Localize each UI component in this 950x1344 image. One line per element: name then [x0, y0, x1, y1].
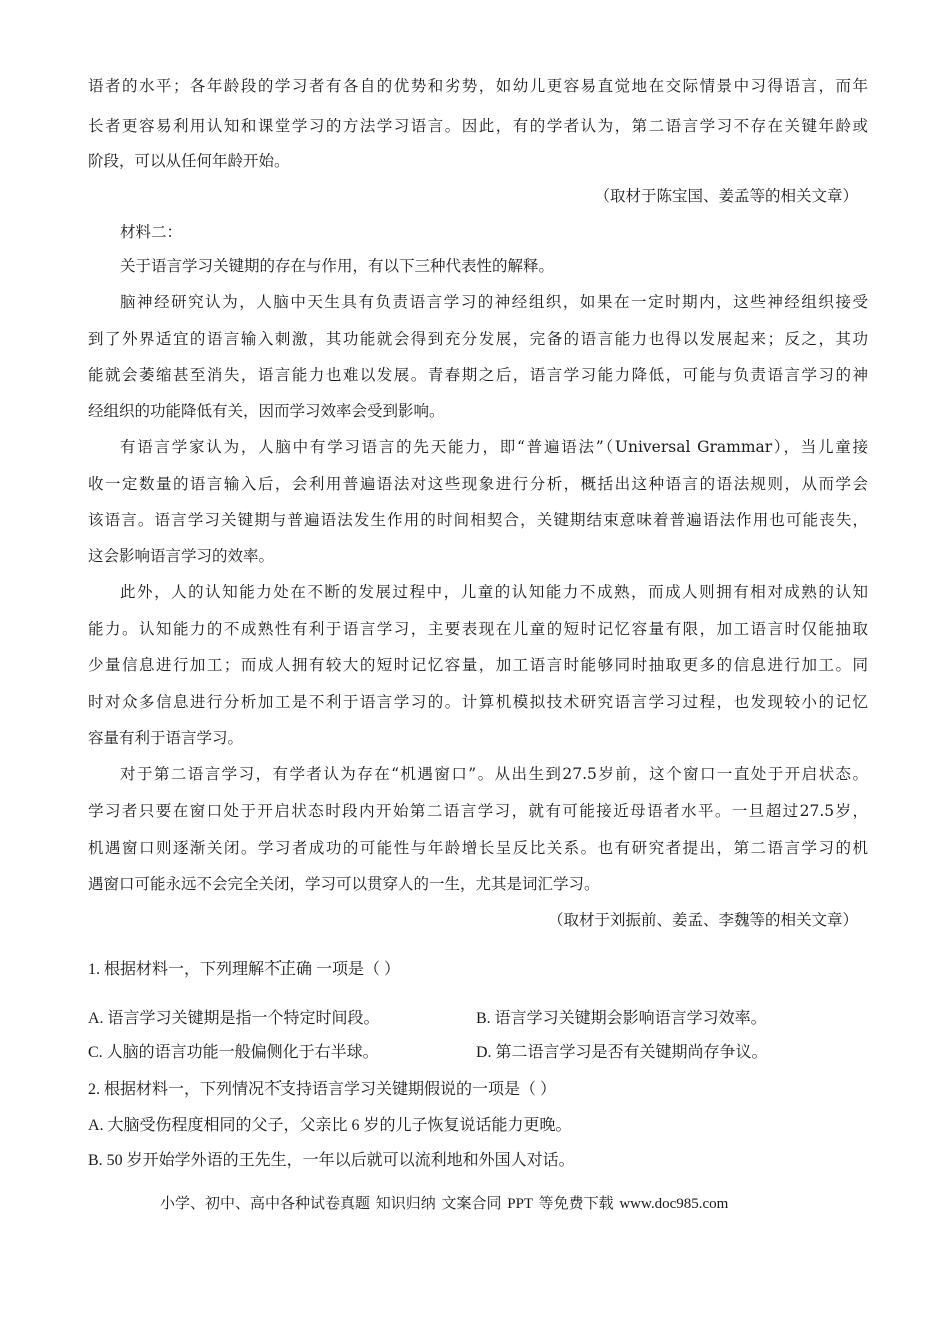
option-1b: B. 语言学习关键期会影响语言学习效率。: [476, 1010, 767, 1027]
body-line: 有语言学家认为，人脑中有学习语言的先天能力，即“普遍语法”（Universal Grammar），当儿童接: [120, 438, 868, 456]
body-line: 机遇窗口则逐渐关闭。学习者成功的可能性与年龄增长呈反比关系。也有研究者提出，第二语言学习的机: [88, 839, 868, 857]
question-2-prefix: 2. 根据材料一，下列情况: [88, 1081, 265, 1098]
body-line: 关于语言学习关键期的存在与作用，有以下三种代表性的解释。: [120, 257, 555, 275]
body-line: 脑神经研究认为，人脑中天生具有负责语言学习的神经组织，如果在一定时期内，这些神经组织接受: [120, 293, 868, 311]
body-line: 此外，人的认知能力处在不断的发展过程中，儿童的认知能力不成熟，而成人则拥有相对成熟的认知: [120, 583, 868, 601]
page-footer: 小学、初中、高中各种试卷真题 知识归纳 文案合同 PPT 等免费下载 www.doc985.com: [160, 1196, 729, 1212]
option-1d: D. 第二语言学习是否有关键期尚存争议。: [476, 1044, 768, 1061]
option-1a: A. 语言学习关键期是指一个特定时间段。: [88, 1010, 380, 1027]
option-1c: C. 人脑的语言功能一般偏侧化于右半球。: [88, 1044, 379, 1061]
body-line: 能力。认知能力的不成熟性有利于语言学习，主要表现在儿童的短时记忆容量有限，加工语言时仅能抽取: [88, 620, 868, 638]
option-2a: A. 大脑受伤程度相同的父子，父亲比 6 岁的儿子恢复说话能力更晚。: [88, 1117, 572, 1134]
question-1-prefix: 1. 根据材料一，下列理解: [88, 961, 265, 978]
body-line: 遇窗口可能永远不会完全关闭，学习可以贯穿人的一生，尤其是词汇学习。: [88, 875, 600, 893]
body-line: 语者的水平；各年龄段的学习者有各自的优势和劣势，如幼儿更容易直觉地在交际情景中习得语言，而年: [88, 77, 868, 95]
emphasized-text: • • • 不正确: [264, 961, 312, 978]
source-citation: （取材于陈宝国、姜孟等的相关文章）: [594, 187, 858, 205]
body-line: 该语言。语言学习关键期与普遍语法发生作用的时间相契合，关键期结束意味着普遍语法作用也可能丧失，: [88, 511, 868, 529]
option-2b: B. 50 岁开始学外语的王先生，一年以后就可以流利地和外国人对话。: [88, 1152, 575, 1169]
source-citation: （取材于刘振前、姜孟、李魏等的相关文章）: [547, 911, 858, 929]
body-line: 长者更容易利用认知和课堂学习的方法学习语言。因此，有的学者认为，第二语言学习不存在关键年龄或: [88, 117, 868, 135]
question-1: [88, 960, 868, 980]
body-line: 学习者只要在窗口处于开启状态时段内开始第二语言学习，就有可能接近母语者水平。一旦超过27.5岁，: [88, 802, 868, 820]
body-line: 经组织的功能降低有关，因而学习效率会受到影响。: [88, 402, 445, 420]
body-line: 对于第二语言学习，有学者认为存在“机遇窗口”。从出生到27.5岁前，这个窗口一直处于开启状态。: [120, 765, 868, 783]
question-1-suffix: 一项是（ ）: [312, 961, 401, 978]
section-heading: 材料二：: [120, 223, 183, 241]
body-line: 收一定数量的语言输入后，会利用普遍语法对这些现象进行分析，概括出这种语言的语法规则，从而学会: [88, 475, 868, 493]
body-line: 这会影响语言学习的效率。: [88, 547, 275, 565]
body-line: 阶段，可以从任何年龄开始。: [88, 152, 290, 170]
body-line: 到了外界适宜的语言输入刺激，其功能就会得到充分发展，完备的语言能力也得以发展起来；反之，其功: [88, 330, 868, 348]
body-line: 时对众多信息进行分析加工是不利于语言学习的。计算机模拟技术研究语言学习过程，也发现较小的记忆: [88, 693, 868, 711]
question-2: [88, 1080, 868, 1100]
question-2-suffix: 语言学习关键期假说的一项是（ ）: [312, 1081, 557, 1098]
body-line: 能就会萎缩甚至消失，语言能力也难以发展。青春期之后，语言学习能力降低，可能与负责语言学习的神: [88, 366, 868, 384]
emphasized-text: • • • 不支持: [264, 1081, 312, 1098]
body-line: 容量有利于语言学习。: [88, 729, 244, 747]
body-line: 少量信息进行加工；而成人拥有较大的短时记忆容量，加工语言时能够同时抽取更多的信息进行加工。同: [88, 656, 868, 674]
